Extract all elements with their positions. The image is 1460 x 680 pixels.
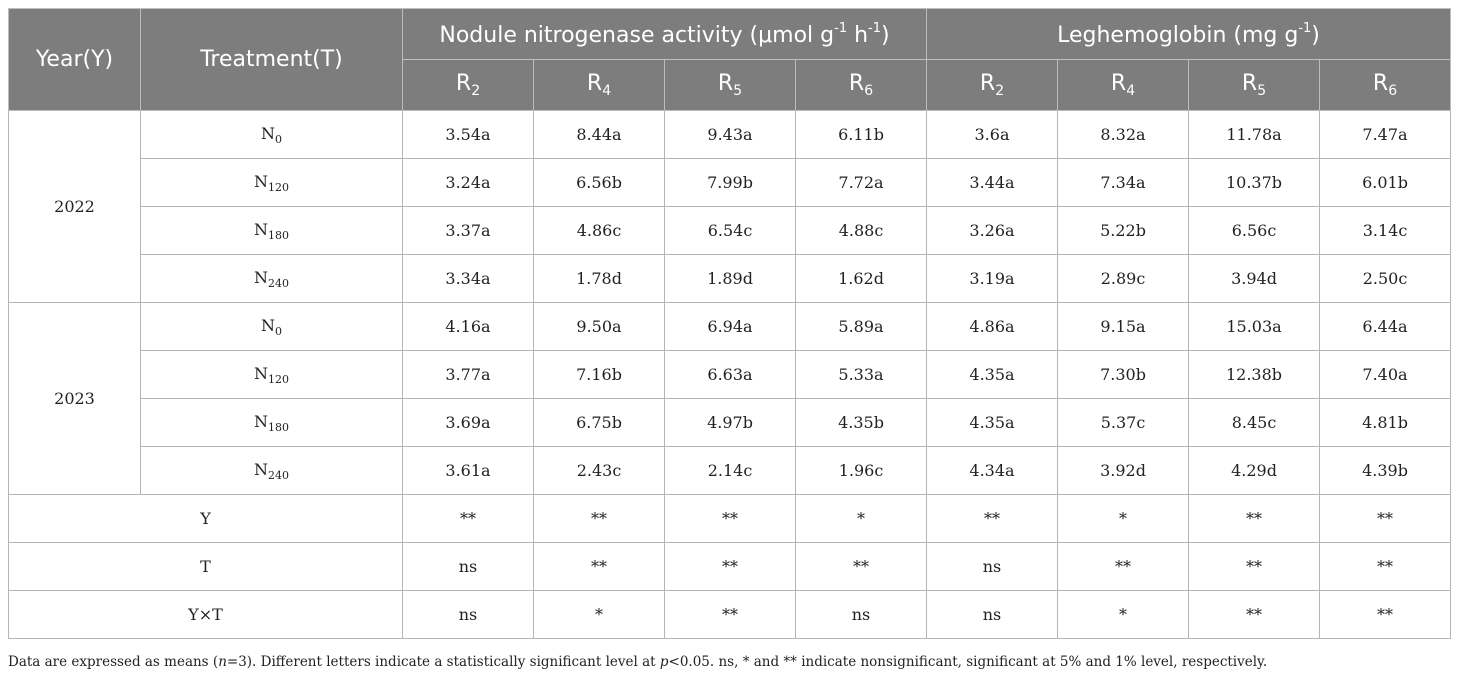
stage-header: [534, 60, 665, 111]
stage-header: [1320, 60, 1451, 111]
value-cell: 1.78d: [534, 255, 665, 303]
significance-cell: ns: [927, 543, 1058, 591]
treatment-cell: [141, 207, 403, 255]
significance-cell: **: [1189, 543, 1320, 591]
treatment-cell: [141, 111, 403, 159]
treatment-base: N: [254, 267, 268, 287]
value-cell: 5.89a: [796, 303, 927, 351]
value-cell: 3.34a: [403, 255, 534, 303]
table-row: [9, 207, 1451, 255]
value-cell: 6.54c: [665, 207, 796, 255]
leghemoglobin-group-header: Leghemoglobin (mg $g^{-1}$): [927, 9, 1451, 60]
significance-cell: *: [1058, 495, 1189, 543]
value-cell: 4.16a: [403, 303, 534, 351]
significance-cell: **: [534, 495, 665, 543]
table-row: [9, 111, 1451, 159]
value-cell: 1.62d: [796, 255, 927, 303]
table-row: [9, 255, 1451, 303]
value-cell: 4.97b: [665, 399, 796, 447]
value-cell: 3.54a: [403, 111, 534, 159]
value-cell: 9.43a: [665, 111, 796, 159]
value-cell: 3.44a: [927, 159, 1058, 207]
year-cell: 2023: [9, 303, 141, 495]
value-cell: 9.15a: [1058, 303, 1189, 351]
treatment-cell: [141, 447, 403, 495]
nitrogenase-group-header: Nodule nitrogenase activity (μmol $g^{-1}$ $h^{-1}$): [403, 9, 927, 60]
significance-cell: **: [1058, 543, 1189, 591]
stage-header: [796, 60, 927, 111]
stage-subscript: 2: [471, 83, 481, 99]
stage-letter: R: [1241, 71, 1258, 96]
table-header: [9, 9, 1451, 111]
significance-cell: *: [1058, 591, 1189, 639]
table-row: [9, 351, 1451, 399]
significance-cell: **: [665, 495, 796, 543]
stage-header: [1189, 60, 1320, 111]
significance-cell: **: [1189, 591, 1320, 639]
value-cell: 7.40a: [1320, 351, 1451, 399]
table-body: [9, 111, 1451, 639]
treatment-rate: 0: [275, 132, 282, 146]
value-cell: 3.37a: [403, 207, 534, 255]
significance-cell: **: [1189, 495, 1320, 543]
value-cell: 4.86a: [927, 303, 1058, 351]
significance-cell: **: [665, 591, 796, 639]
treatment-header: Treatment(T): [141, 9, 403, 111]
stage-header: [1058, 60, 1189, 111]
value-cell: 1.96c: [796, 447, 927, 495]
significance-cell: **: [927, 495, 1058, 543]
treatment-rate: 120: [268, 372, 289, 386]
value-cell: 1.89d: [665, 255, 796, 303]
significance-cell: **: [1320, 495, 1451, 543]
stage-letter: R: [979, 71, 996, 96]
stage-subscript: 4: [602, 83, 612, 99]
year-header: Year(Y): [9, 9, 141, 111]
stage-subscript: 2: [995, 83, 1005, 99]
significance-cell: *: [534, 591, 665, 639]
table-row: [9, 399, 1451, 447]
table-row: [9, 159, 1451, 207]
anova-row: [9, 591, 1451, 639]
stage-header: [927, 60, 1058, 111]
treatment-base: N: [261, 315, 275, 335]
value-cell: 3.92d: [1058, 447, 1189, 495]
value-cell: 6.01b: [1320, 159, 1451, 207]
treatment-cell: [141, 303, 403, 351]
value-cell: 3.26a: [927, 207, 1058, 255]
stage-letter: R: [1372, 71, 1389, 96]
anova-label: Y: [9, 495, 403, 543]
treatment-base: N: [261, 123, 275, 143]
table-footnote: Data are expressed as means (n=3). Different letters indicate a statistically significant level at p<0.05. ns, * and ** indicate nonsignificant, significant at 5% and 1% level, respectively.: [8, 654, 1268, 670]
significance-cell: **: [1320, 543, 1451, 591]
treatment-cell: [141, 159, 403, 207]
significance-cell: **: [534, 543, 665, 591]
value-cell: 11.78a: [1189, 111, 1320, 159]
value-cell: 2.14c: [665, 447, 796, 495]
value-cell: 4.29d: [1189, 447, 1320, 495]
significance-cell: **: [1320, 591, 1451, 639]
value-cell: 3.6a: [927, 111, 1058, 159]
stage-letter: R: [455, 71, 472, 96]
value-cell: 3.69a: [403, 399, 534, 447]
value-cell: 4.88c: [796, 207, 927, 255]
value-cell: 4.39b: [1320, 447, 1451, 495]
value-cell: 5.22b: [1058, 207, 1189, 255]
value-cell: 2.43c: [534, 447, 665, 495]
value-cell: 6.44a: [1320, 303, 1451, 351]
value-cell: 7.34a: [1058, 159, 1189, 207]
significance-cell: **: [665, 543, 796, 591]
stage-subscript: 5: [1257, 83, 1267, 99]
value-cell: 10.37b: [1189, 159, 1320, 207]
value-cell: 6.94a: [665, 303, 796, 351]
treatment-cell: [141, 399, 403, 447]
value-cell: 5.33a: [796, 351, 927, 399]
value-cell: 7.47a: [1320, 111, 1451, 159]
value-cell: 7.30b: [1058, 351, 1189, 399]
table-row: [9, 447, 1451, 495]
value-cell: 2.89c: [1058, 255, 1189, 303]
significance-cell: ns: [403, 591, 534, 639]
table-row: [9, 303, 1451, 351]
value-cell: 3.14c: [1320, 207, 1451, 255]
treatment-cell: [141, 351, 403, 399]
anova-row: [9, 543, 1451, 591]
data-table: [8, 8, 1451, 639]
value-cell: 7.16b: [534, 351, 665, 399]
value-cell: 4.35a: [927, 351, 1058, 399]
anova-row: [9, 495, 1451, 543]
treatment-cell: [141, 255, 403, 303]
treatment-base: N: [254, 219, 268, 239]
value-cell: 15.03a: [1189, 303, 1320, 351]
value-cell: 3.94d: [1189, 255, 1320, 303]
value-cell: 4.35a: [927, 399, 1058, 447]
value-cell: 6.63a: [665, 351, 796, 399]
value-cell: 7.99b: [665, 159, 796, 207]
stage-letter: R: [1110, 71, 1127, 96]
treatment-base: N: [254, 363, 268, 383]
treatment-rate: 120: [268, 180, 289, 194]
treatment-rate: 0: [275, 324, 282, 338]
stage-subscript: 6: [864, 83, 874, 99]
stage-header: [665, 60, 796, 111]
value-cell: 4.86c: [534, 207, 665, 255]
treatment-rate: 240: [268, 276, 289, 290]
value-cell: 9.50a: [534, 303, 665, 351]
value-cell: 6.56b: [534, 159, 665, 207]
stage-subscript: 4: [1126, 83, 1136, 99]
value-cell: 4.81b: [1320, 399, 1451, 447]
stage-letter: R: [586, 71, 603, 96]
stage-subscript: 5: [733, 83, 743, 99]
treatment-base: N: [254, 411, 268, 431]
significance-cell: **: [403, 495, 534, 543]
stage-letter: R: [717, 71, 734, 96]
value-cell: 8.32a: [1058, 111, 1189, 159]
value-cell: 5.37c: [1058, 399, 1189, 447]
value-cell: 6.11b: [796, 111, 927, 159]
value-cell: 3.77a: [403, 351, 534, 399]
value-cell: 3.24a: [403, 159, 534, 207]
significance-cell: **: [796, 543, 927, 591]
treatment-rate: 180: [268, 228, 289, 242]
stage-letter: R: [848, 71, 865, 96]
anova-label: Y×T: [9, 591, 403, 639]
value-cell: 8.44a: [534, 111, 665, 159]
value-cell: 4.34a: [927, 447, 1058, 495]
value-cell: 7.72a: [796, 159, 927, 207]
stage-header: [403, 60, 534, 111]
significance-cell: ns: [796, 591, 927, 639]
significance-cell: ns: [927, 591, 1058, 639]
stage-subscript: 6: [1388, 83, 1398, 99]
significance-cell: *: [796, 495, 927, 543]
year-cell: 2022: [9, 111, 141, 303]
value-cell: 12.38b: [1189, 351, 1320, 399]
value-cell: 6.75b: [534, 399, 665, 447]
treatment-base: N: [254, 171, 268, 191]
treatment-rate: 240: [268, 468, 289, 482]
treatment-rate: 180: [268, 420, 289, 434]
anova-label: T: [9, 543, 403, 591]
treatment-base: N: [254, 459, 268, 479]
value-cell: 6.56c: [1189, 207, 1320, 255]
value-cell: 2.50c: [1320, 255, 1451, 303]
significance-cell: ns: [403, 543, 534, 591]
value-cell: 3.61a: [403, 447, 534, 495]
value-cell: 8.45c: [1189, 399, 1320, 447]
value-cell: 3.19a: [927, 255, 1058, 303]
value-cell: 4.35b: [796, 399, 927, 447]
